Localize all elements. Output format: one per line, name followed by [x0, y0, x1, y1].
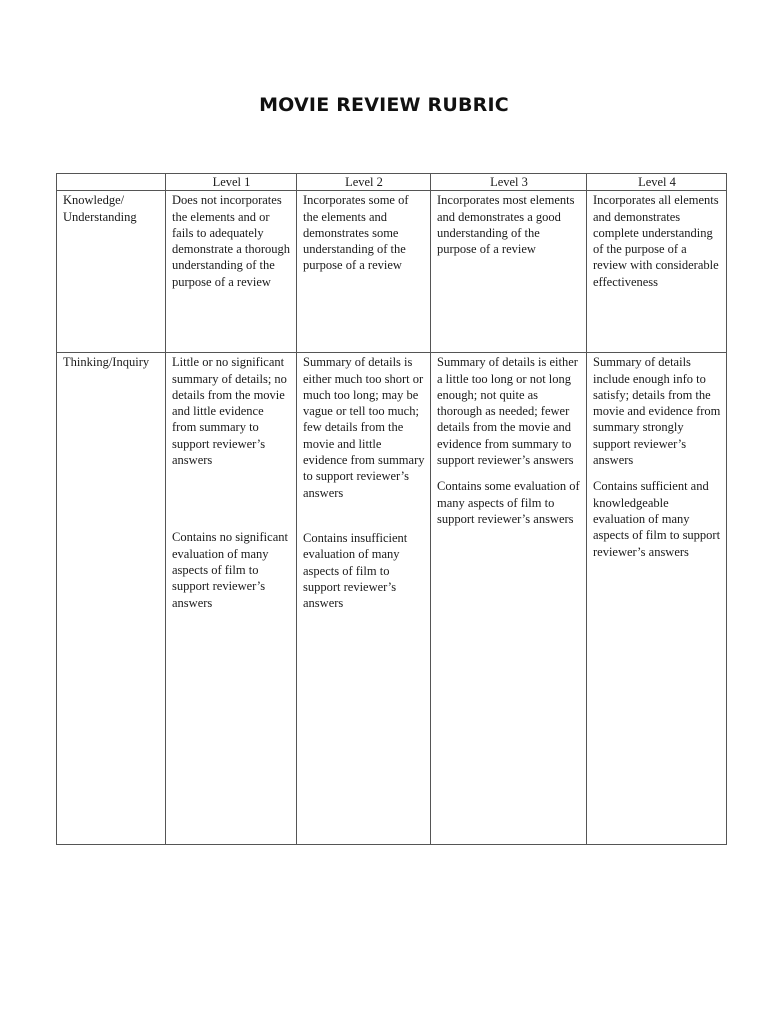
rubric-table: [56, 173, 727, 845]
thinking-level-3-summary: Summary of details is either a little too long or not long enough; not quite as thorough as needed; fewer details from the movie and evidence from summary to support reviewer’s answers: [437, 355, 578, 468]
knowledge-level-4-cell: Incorporates all elements and demonstrates complete understanding of the purpose of a review with considerable effectiveness: [587, 191, 727, 353]
criterion-thinking-inquiry: Thinking/Inquiry: [57, 353, 166, 845]
thinking-level-2-summary: Summary of details is either much too short or much too long; may be vague or tell too much; few details from the movie and little evidence from summary to support reviewer’s answers: [303, 355, 425, 500]
thinking-level-1-cell: [166, 353, 297, 845]
header-cell-level-4: Level 4: [587, 174, 727, 191]
page-title: MOVIE REVIEW RUBRIC: [259, 94, 509, 116]
knowledge-level-3-cell: Incorporates most elements and demonstrates a good understanding of the purpose of a review: [431, 191, 587, 353]
header-cell-criterion: [57, 174, 166, 191]
thinking-level-1-summary: Little or no significant summary of details; no details from the movie and little evidence from summary to support reviewer’s answers: [172, 355, 287, 468]
thinking-level-4-cell: [587, 353, 727, 845]
criterion-knowledge-understanding: Knowledge/ Understanding: [57, 191, 166, 353]
header-cell-level-1: Level 1: [166, 174, 297, 191]
thinking-level-2-cell: [297, 353, 431, 845]
thinking-level-2-evaluation: Contains insufficient evaluation of many aspects of film to support reviewer’s answers: [303, 530, 408, 611]
table-row-knowledge: [57, 191, 727, 353]
thinking-level-4-evaluation: Contains sufficient and knowledgeable evaluation of many aspects of film to support reviewer’s answers: [593, 479, 721, 559]
header-row: [57, 174, 727, 191]
thinking-level-3-cell: [431, 353, 587, 845]
thinking-level-1-evaluation: Contains no significant evaluation of many aspects of film to support reviewer’s answers: [172, 530, 288, 610]
header-cell-level-3: Level 3: [431, 174, 587, 191]
knowledge-level-1-cell: Does not incorporates the elements and or fails to adequately demonstrate a thorough understanding of the purpose of a review: [166, 191, 297, 353]
knowledge-level-2-cell: Incorporates some of the elements and demonstrates some understanding of the purpose of a review: [297, 191, 431, 353]
table-row-thinking: [57, 353, 727, 845]
thinking-level-4-summary: Summary of details include enough info to satisfy; details from the movie and evidence from summary strongly support reviewer’s answers: [593, 355, 721, 468]
header-cell-level-2: Level 2: [297, 174, 431, 191]
thinking-level-3-evaluation: Contains some evaluation of many aspects of film to support reviewer’s answers: [437, 479, 580, 526]
